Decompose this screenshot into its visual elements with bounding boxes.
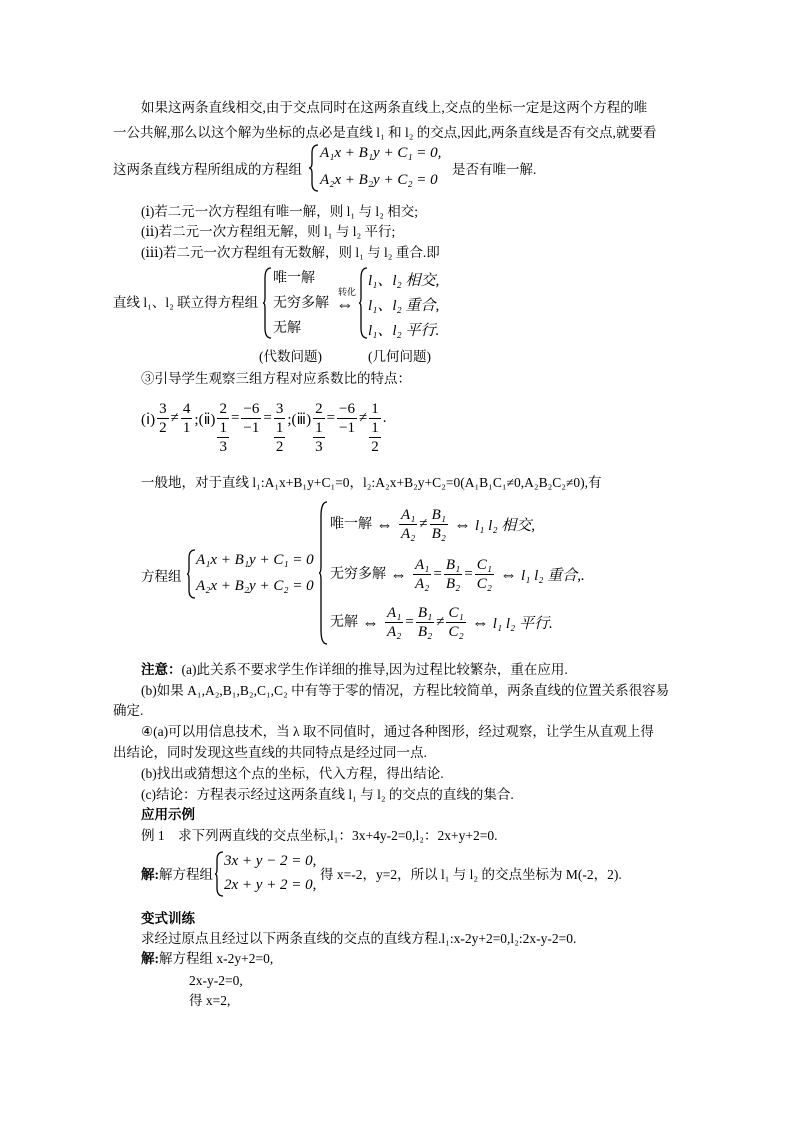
row-label: 唯一解: [330, 516, 372, 532]
left-brace-icon: [262, 266, 272, 340]
general-row-2: [330, 556, 585, 593]
mapping-right-3: l₁、l₂ 平行.: [368, 323, 440, 339]
general-row-3: [330, 604, 553, 641]
row-result: l₁ l₂ 重合,.: [520, 568, 585, 584]
para1-line3-prefix: 这两条直线方程所组成的方程组: [113, 162, 302, 177]
general-eq2: A₂x + B₂y + C₂ = 0: [196, 578, 314, 594]
case-1: (ⅰ)若二元一次方程组有唯一解，则 l₁ 与 l₂ 相交;: [141, 204, 418, 219]
ratio-fraction: $\frac{-6}{-1}$: [339, 401, 355, 436]
variant-heading: 变式训练: [141, 911, 195, 926]
left-brace-icon: [214, 850, 224, 898]
variant-solution-line3: 得 x=2,: [189, 993, 231, 1008]
iff-arrow-icon: ⇔: [390, 564, 407, 584]
iff-arrow-icon: ⇔: [454, 514, 472, 534]
example-eq2: 2x + y + 2 = 0,: [224, 877, 317, 893]
mapping-right-2: l₁、l₂ 重合,: [368, 298, 440, 314]
example-solution-prefix: [141, 866, 213, 884]
step4-c: (c)结论：方程表示经过这两条直线 l₁ 与 l₂ 的交点的直线的集合.: [141, 787, 514, 802]
solution-label: 解:: [141, 951, 159, 966]
ratio-iii-label: ;(ⅲ): [287, 412, 312, 428]
general-row-1: [330, 506, 535, 543]
case-3: (ⅲ)若二元一次方程组有无数解，则 l₁ 与 l₂ 重合.即: [141, 245, 440, 260]
ratio-fraction: $\frac{3}{2}$: [159, 401, 167, 436]
fraction: $\frac{\text{B₁}}{\text{B₂}}$: [445, 557, 461, 592]
iff-arrow-icon: ⇔: [336, 294, 354, 314]
general-text: 一般地，对于直线 l₁:A₁x+B₁y+C₁=0，l₂:A₂x+B₂y+C₂=0(A₁B₁C₁≠0,A₂B₂C₂≠0),有: [141, 475, 602, 490]
ratio-fraction: $\frac{4}{1}$: [182, 401, 191, 436]
caption-algebra: (代数问题): [259, 349, 322, 364]
variant-solution-line1: [141, 950, 273, 968]
fraction: $\frac{\text{A₁}}{\text{A₂}}$: [401, 507, 416, 542]
general-label: 方程组: [141, 569, 182, 584]
para1-line2: 一公共解,那么以这个解为坐标的点必是直线 l₁ 和 l₂ 的交点,因此,两条直线是否有交点,就要看: [113, 125, 657, 140]
iff-arrow-icon: ⇔: [471, 612, 489, 632]
fraction: $\frac{\text{A₁}}{\text{A₂}}$: [415, 557, 430, 592]
ratio-compound-fraction: $\frac{1}{\frac{1}{2}}$: [371, 401, 379, 455]
fraction: $\frac{\text{A₁}}{\text{A₂}}$: [387, 605, 402, 640]
period: .: [382, 410, 387, 426]
para1-line3-suffix: 是否有唯一解.: [452, 162, 537, 177]
fraction: $\frac{\text{B₁}}{\text{B₂}}$: [431, 507, 447, 542]
eq-sign: =: [326, 410, 336, 426]
mapping-left-3: 无解: [273, 321, 301, 336]
example-eq1: 3x + y − 2 = 0,: [224, 853, 317, 869]
fraction: $\frac{\text{B₁}}{\text{B₂}}$: [417, 605, 433, 640]
para1-eq1: A₁x + B₁y + C₁ = 0,: [320, 145, 442, 161]
para1-line1: 如果这两条直线相交,由于交点同时在这两条直线上,交点的坐标一定是这两个方程的唯: [141, 100, 648, 115]
iff-arrow-icon: ⇔: [362, 612, 379, 632]
neq-sign: ≠: [419, 516, 428, 532]
left-brace-icon: [318, 500, 328, 646]
neq-sign: ≠: [436, 614, 445, 630]
ratio-fraction: $\frac{-6}{-1}$: [243, 401, 260, 436]
neq-sign: ≠: [359, 410, 368, 426]
iff-arrow-icon: ⇔: [376, 514, 393, 534]
ratio-compound-fraction: $\frac{3}{\frac{1}{2}}$: [275, 401, 284, 455]
variant-solution-line2: 2x-y-2=0,: [189, 973, 243, 988]
example-1: 例 1 求下列两直线的交点坐标,l₁：3x+4y-2=0,l₂：2x+y+2=0.: [141, 828, 498, 843]
mapping-left-2: 无穷多解: [273, 296, 329, 311]
step4-b: (b)找出或猜想这个点的坐标，代入方程，得出结论.: [141, 766, 444, 781]
neq-sign: ≠: [170, 410, 179, 426]
mapping-prefix: 直线 l₁、l₂ 联立得方程组: [113, 295, 259, 310]
fraction: $\frac{\text{C₁}}{\text{C₂}}$: [448, 605, 464, 640]
step3-text: ③引导学生观察三组方程对应系数比的特点：: [141, 371, 411, 386]
para1-eq2: A₂x + B₂y + C₂ = 0: [320, 172, 438, 188]
left-brace-icon: [186, 548, 196, 600]
eq-sign: =: [464, 566, 473, 582]
general-eq1: A₁x + B₁y + C₁ = 0: [196, 552, 314, 568]
step4-line1: ④(a)可以用信息技术，当 λ 取不同值时，通过各种图形，经过观察，让学生从直观上得: [141, 724, 654, 739]
case-2: (ⅱ)若二元一次方程组无解，则 l₁ 与 l₂ 平行;: [141, 224, 396, 239]
fraction: $\frac{\text{C₁}}{\text{C₂}}$: [476, 557, 492, 592]
mapping-arrow-label: 转化: [338, 287, 357, 297]
variant-line1-text: 解方程组 x-2y+2=0,: [159, 951, 274, 966]
example-heading: 应用示例: [141, 807, 195, 822]
ratio-row: [141, 400, 386, 456]
row-label: 无解: [330, 614, 358, 630]
left-brace-icon: [308, 143, 320, 193]
variant-problem: 求经过原点且经过以下两条直线的交点的直线方程.l₁:x-2y+2=0,l₂:2x-y-2=0.: [141, 931, 577, 946]
eq-sign: =: [433, 566, 442, 582]
row-label: 无穷多解: [330, 566, 386, 582]
left-brace-icon: [358, 266, 368, 340]
row-result: l₁ l₂ 相交,: [475, 518, 536, 534]
note-a: [141, 661, 568, 679]
iff-arrow-icon: ⇔: [499, 564, 517, 584]
row-result: l₁ l₂ 平行.: [492, 616, 553, 632]
example-solution-suffix: 得 x=-2，y=2，所以 l₁ 与 l₂ 的交点坐标为 M(-2，2).: [320, 867, 622, 882]
mapping-right-1: l₁、l₂ 相交,: [368, 273, 440, 289]
step4-line2: 出结论，同时发现这些直线的共同特点是经过同一点.: [113, 745, 427, 760]
solution-prefix-text: 解方程组: [159, 867, 213, 882]
note-b-line2: 确定.: [113, 703, 144, 718]
ratio-ii-label: ;(ⅱ): [194, 412, 216, 428]
ratio-i-label: (ⅰ): [141, 412, 156, 428]
caption-geometry: (几何问题): [368, 349, 431, 364]
eq-sign: =: [405, 614, 414, 630]
solution-label: 解:: [141, 867, 159, 882]
mapping-left-1: 唯一解: [273, 271, 315, 286]
ratio-compound-fraction: $\frac{2}{\frac{1}{3}}$: [219, 401, 227, 455]
note-label: 注意：: [141, 662, 182, 677]
ratio-compound-fraction: $\frac{2}{\frac{1}{3}}$: [315, 401, 323, 455]
eq-sign: =: [230, 410, 240, 426]
note-b-line1: (b)如果 A₁,A₂,B₁,B₂,C₁,C₂ 中有等于零的情况，方程比较简单，两条直线的位置关系很容易: [141, 683, 670, 698]
eq-sign: =: [263, 410, 272, 426]
note-a-text: (a)此关系不要求学生作详细的推导,因为过程比较繁杂，重在应用.: [181, 662, 568, 677]
